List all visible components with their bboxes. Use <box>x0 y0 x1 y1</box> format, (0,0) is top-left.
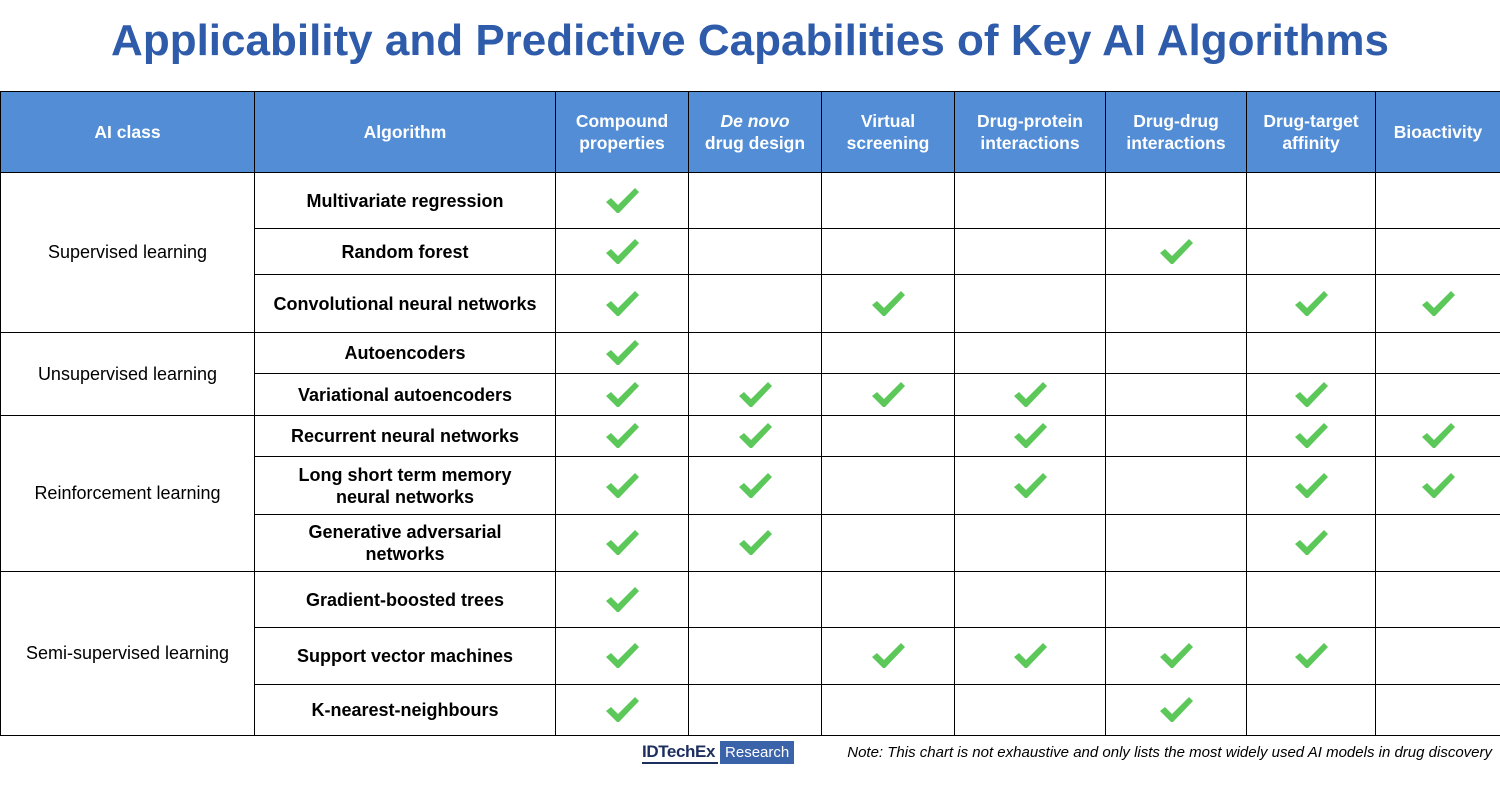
ai-class-cell: Semi-supervised learning <box>1 572 255 736</box>
empty-cell <box>1106 457 1247 515</box>
empty-cell <box>1247 572 1376 628</box>
empty-cell <box>1106 173 1247 229</box>
empty-cell <box>1106 374 1247 416</box>
empty-cell <box>822 416 955 457</box>
algorithm-name-line: Multivariate regression <box>306 190 504 211</box>
empty-cell <box>955 333 1106 374</box>
ai-class-cell: Reinforcement learning <box>1 416 255 572</box>
column-header <box>1247 92 1376 173</box>
algorithm-cell <box>255 515 556 572</box>
empty-cell <box>1106 572 1247 628</box>
empty-cell <box>1247 333 1376 374</box>
algorithm-name-line: Random forest <box>341 241 469 262</box>
empty-cell <box>955 685 1106 736</box>
empty-cell <box>822 229 955 275</box>
algorithm-name-line: Generative adversarial <box>308 522 502 542</box>
empty-cell <box>1247 685 1376 736</box>
column-header-line: Algorithm <box>363 122 447 142</box>
checkmark-icon <box>1012 641 1048 671</box>
checked-cell <box>556 374 689 416</box>
checkmark-icon <box>1012 471 1048 501</box>
column-header-line: drug design <box>704 133 806 153</box>
checkmark-icon <box>737 528 773 558</box>
checkmark-icon <box>1420 471 1456 501</box>
algorithm-cell <box>255 275 556 333</box>
column-header <box>1376 92 1500 173</box>
checkmark-icon <box>1012 421 1048 451</box>
checkmark-icon <box>1293 471 1329 501</box>
checked-cell <box>955 416 1106 457</box>
checkmark-icon <box>604 695 640 725</box>
empty-cell <box>1106 333 1247 374</box>
column-header-line: Bioactivity <box>1393 122 1483 142</box>
column-header-line: De novo <box>720 111 790 131</box>
checked-cell <box>1376 275 1500 333</box>
column-header-line: interactions <box>980 133 1080 153</box>
empty-cell <box>1247 173 1376 229</box>
checkmark-icon <box>1293 380 1329 410</box>
empty-cell <box>955 515 1106 572</box>
algorithm-name-line: Convolutional neural networks <box>273 293 537 314</box>
checked-cell <box>1106 229 1247 275</box>
algorithm-name-line: K-nearest-neighbours <box>311 700 499 720</box>
table-row <box>1 416 1500 457</box>
ai-class-cell: Unsupervised learning <box>1 333 255 416</box>
algorithm-name-line: Recurrent neural networks <box>290 426 520 446</box>
column-header <box>822 92 955 173</box>
algorithm-cell <box>255 457 556 515</box>
checked-cell <box>556 628 689 685</box>
page-title: Applicability and Predictive Capabilities of Key AI Algorithms <box>111 16 1389 65</box>
empty-cell <box>1376 374 1500 416</box>
ai-class-cell: Supervised learning <box>1 173 255 333</box>
checked-cell <box>1247 275 1376 333</box>
checked-cell <box>1376 457 1500 515</box>
column-header-line: interactions <box>1126 133 1226 153</box>
checked-cell <box>822 275 955 333</box>
empty-cell <box>1106 275 1247 333</box>
checked-cell <box>556 275 689 333</box>
empty-cell <box>1247 229 1376 275</box>
checked-cell <box>689 457 822 515</box>
column-header-line: affinity <box>1282 133 1340 153</box>
checked-cell <box>556 416 689 457</box>
checked-cell <box>1247 374 1376 416</box>
logo-research-tag: Research <box>720 741 794 764</box>
empty-cell <box>955 275 1106 333</box>
footnote: Note: This chart is not exhaustive and only lists the most widely used AI models in drug discovery <box>847 744 1492 761</box>
checkmark-icon <box>604 380 640 410</box>
algorithm-cell <box>255 416 556 457</box>
checkmark-icon <box>1420 289 1456 319</box>
algorithm-name-line: neural networks <box>335 486 475 507</box>
checked-cell <box>1247 628 1376 685</box>
checkmark-icon <box>604 585 640 615</box>
checkmark-icon <box>870 380 906 410</box>
checkmark-icon <box>870 641 906 671</box>
empty-cell <box>689 685 822 736</box>
empty-cell <box>1106 515 1247 572</box>
table-row <box>1 572 1500 628</box>
column-header-line: properties <box>579 133 665 153</box>
empty-cell <box>822 572 955 628</box>
algorithm-name-line: Long short term memory <box>298 464 512 485</box>
checkmark-icon <box>604 186 640 216</box>
idtechex-logo <box>642 741 794 764</box>
column-header-line: Drug-drug <box>1133 111 1219 131</box>
checkmark-icon <box>604 289 640 319</box>
empty-cell <box>689 572 822 628</box>
checkmark-icon <box>1293 421 1329 451</box>
algorithm-cell <box>255 229 556 275</box>
empty-cell <box>689 229 822 275</box>
column-header <box>1 92 255 173</box>
column-header <box>556 92 689 173</box>
checkmark-icon <box>604 421 640 451</box>
checked-cell <box>689 515 822 572</box>
checkmark-icon <box>1158 237 1194 267</box>
checked-cell <box>955 628 1106 685</box>
checked-cell <box>1247 515 1376 572</box>
table-row <box>1 333 1500 374</box>
checkmark-icon <box>604 471 640 501</box>
checkmark-icon <box>1293 289 1329 319</box>
empty-cell <box>1376 173 1500 229</box>
checkmark-icon <box>1158 641 1194 671</box>
empty-cell <box>1376 685 1500 736</box>
empty-cell <box>1376 229 1500 275</box>
checked-cell <box>822 374 955 416</box>
checked-cell <box>556 333 689 374</box>
checkmark-icon <box>870 289 906 319</box>
checkmark-icon <box>737 471 773 501</box>
checked-cell <box>556 515 689 572</box>
checked-cell <box>689 374 822 416</box>
algorithm-cell <box>255 173 556 229</box>
column-header-line: Drug-target <box>1263 111 1359 131</box>
algorithm-name-line: Support vector machines <box>296 646 514 666</box>
checked-cell <box>1247 416 1376 457</box>
checked-cell <box>556 457 689 515</box>
checked-cell <box>556 229 689 275</box>
checkmark-icon <box>737 380 773 410</box>
algorithm-name-line: networks <box>365 544 445 564</box>
checked-cell <box>556 572 689 628</box>
empty-cell <box>822 457 955 515</box>
checkmark-icon <box>604 641 640 671</box>
empty-cell <box>689 333 822 374</box>
checked-cell <box>1106 628 1247 685</box>
empty-cell <box>1376 572 1500 628</box>
algorithm-cell <box>255 333 556 374</box>
algorithm-cell <box>255 685 556 736</box>
empty-cell <box>1376 515 1500 572</box>
algorithm-name-line: Variational autoencoders <box>297 384 513 405</box>
logo-wordmark: IDTechEx <box>642 741 718 764</box>
algorithm-name-line: Gradient-boosted trees <box>305 589 505 610</box>
checkmark-icon <box>604 528 640 558</box>
empty-cell <box>1376 628 1500 685</box>
column-header <box>955 92 1106 173</box>
checkmark-icon <box>1012 380 1048 410</box>
empty-cell <box>1106 416 1247 457</box>
checked-cell <box>955 374 1106 416</box>
checked-cell <box>955 457 1106 515</box>
empty-cell <box>955 229 1106 275</box>
checkmark-icon <box>1293 641 1329 671</box>
empty-cell <box>822 685 955 736</box>
column-header-line: screening <box>846 133 930 153</box>
empty-cell <box>822 333 955 374</box>
checkmark-icon <box>1293 528 1329 558</box>
empty-cell <box>822 173 955 229</box>
column-header <box>1106 92 1247 173</box>
checkmark-icon <box>1158 695 1194 725</box>
checked-cell <box>1376 416 1500 457</box>
empty-cell <box>689 628 822 685</box>
empty-cell <box>955 173 1106 229</box>
checked-cell <box>822 628 955 685</box>
algorithm-name-line: Autoencoders <box>344 343 466 363</box>
column-header-line: AI class <box>94 122 161 142</box>
empty-cell <box>689 275 822 333</box>
algorithm-cell <box>255 572 556 628</box>
algorithm-cell <box>255 374 556 416</box>
checked-cell <box>689 416 822 457</box>
checkmark-icon <box>737 421 773 451</box>
column-header-line: Compound <box>575 111 669 131</box>
checked-cell <box>1247 457 1376 515</box>
empty-cell <box>1376 333 1500 374</box>
empty-cell <box>689 173 822 229</box>
checkmark-icon <box>604 338 640 368</box>
checked-cell <box>556 173 689 229</box>
column-header <box>689 92 822 173</box>
checkmark-icon <box>1420 421 1456 451</box>
table-header-row <box>1 92 1500 173</box>
table-row <box>1 173 1500 229</box>
checked-cell <box>1106 685 1247 736</box>
column-header-line: Drug-protein <box>977 111 1083 131</box>
column-header-line: Virtual <box>860 111 916 131</box>
column-header <box>255 92 556 173</box>
algorithm-cell <box>255 628 556 685</box>
checked-cell <box>556 685 689 736</box>
algorithm-capability-table <box>0 91 1500 736</box>
empty-cell <box>955 572 1106 628</box>
empty-cell <box>822 515 955 572</box>
checkmark-icon <box>604 237 640 267</box>
table-body <box>1 173 1500 736</box>
